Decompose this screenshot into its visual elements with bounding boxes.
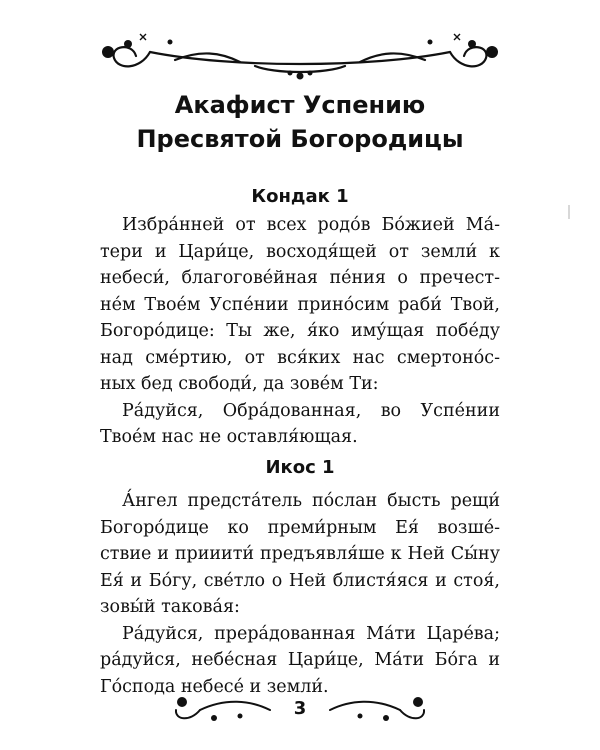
- ikos-line: ра́дуйся, небе́сная Цари́це, Ма́ти Бо́га и: [100, 650, 500, 670]
- kondak-line: небеси́, благогове́йная пе́ния о пречест-: [100, 268, 500, 288]
- ikos-text: [100, 488, 500, 700]
- page-number: 3: [293, 698, 307, 719]
- top-ornament-icon: [0, 30, 600, 80]
- kondak-line: не́м Твое́м Успе́нии прино́сим раби́ Твой,: [100, 294, 500, 315]
- ikos-line: Ра́дуйся, прера́дованная Ма́ти Царе́ва;: [122, 623, 500, 644]
- title-line-1: Акафист Успению: [174, 91, 426, 119]
- top-ornament: [0, 30, 600, 80]
- page-title: [0, 88, 600, 156]
- kondak-heading: Кондак 1: [251, 186, 349, 207]
- kondak-text: [100, 212, 500, 451]
- title-line-2: Пресвятой Богородицы: [136, 125, 464, 153]
- kondak-line: ных бед свободи́, да зове́м Ти:: [100, 374, 379, 394]
- ikos-line: Ея́ и Бо́гу, све́тло о Ней блистя́яся и стоя́,: [100, 570, 500, 591]
- kondak-line: Богоро́дице: Ты же, я́ко иму́щая побе́ду: [100, 321, 500, 341]
- kondak-line: над сме́ртию, от вся́ких нас смертоно́с-: [100, 347, 500, 368]
- kondak-line: Избра́нней от всех родо́в Бо́жией Ма́-: [122, 215, 500, 235]
- ikos-line: ствие и прииити́ предъявля́ше к Ней Сы́ну: [100, 544, 500, 564]
- ikos-line: Богоро́дице ко преми́рным Ея́ возше́-: [100, 517, 500, 538]
- ikos-line: Го́спода небесе́ и земли́.: [100, 676, 329, 697]
- ikos-heading: Икос 1: [265, 457, 335, 478]
- ikos-line: зовы́й такова́я:: [100, 597, 240, 617]
- ikos-line: А́нгел предста́тель по́слан бысть рещи́: [122, 491, 500, 511]
- kondak-line: Твое́м нас не оставля́ющая.: [100, 427, 358, 447]
- kondak-line: Ра́дуйся, Обра́дованная, во Успе́нии: [122, 400, 500, 421]
- margin-mark: [568, 205, 570, 219]
- kondak-line: тери и Цари́це, восходя́щей от земли́ к: [100, 241, 500, 262]
